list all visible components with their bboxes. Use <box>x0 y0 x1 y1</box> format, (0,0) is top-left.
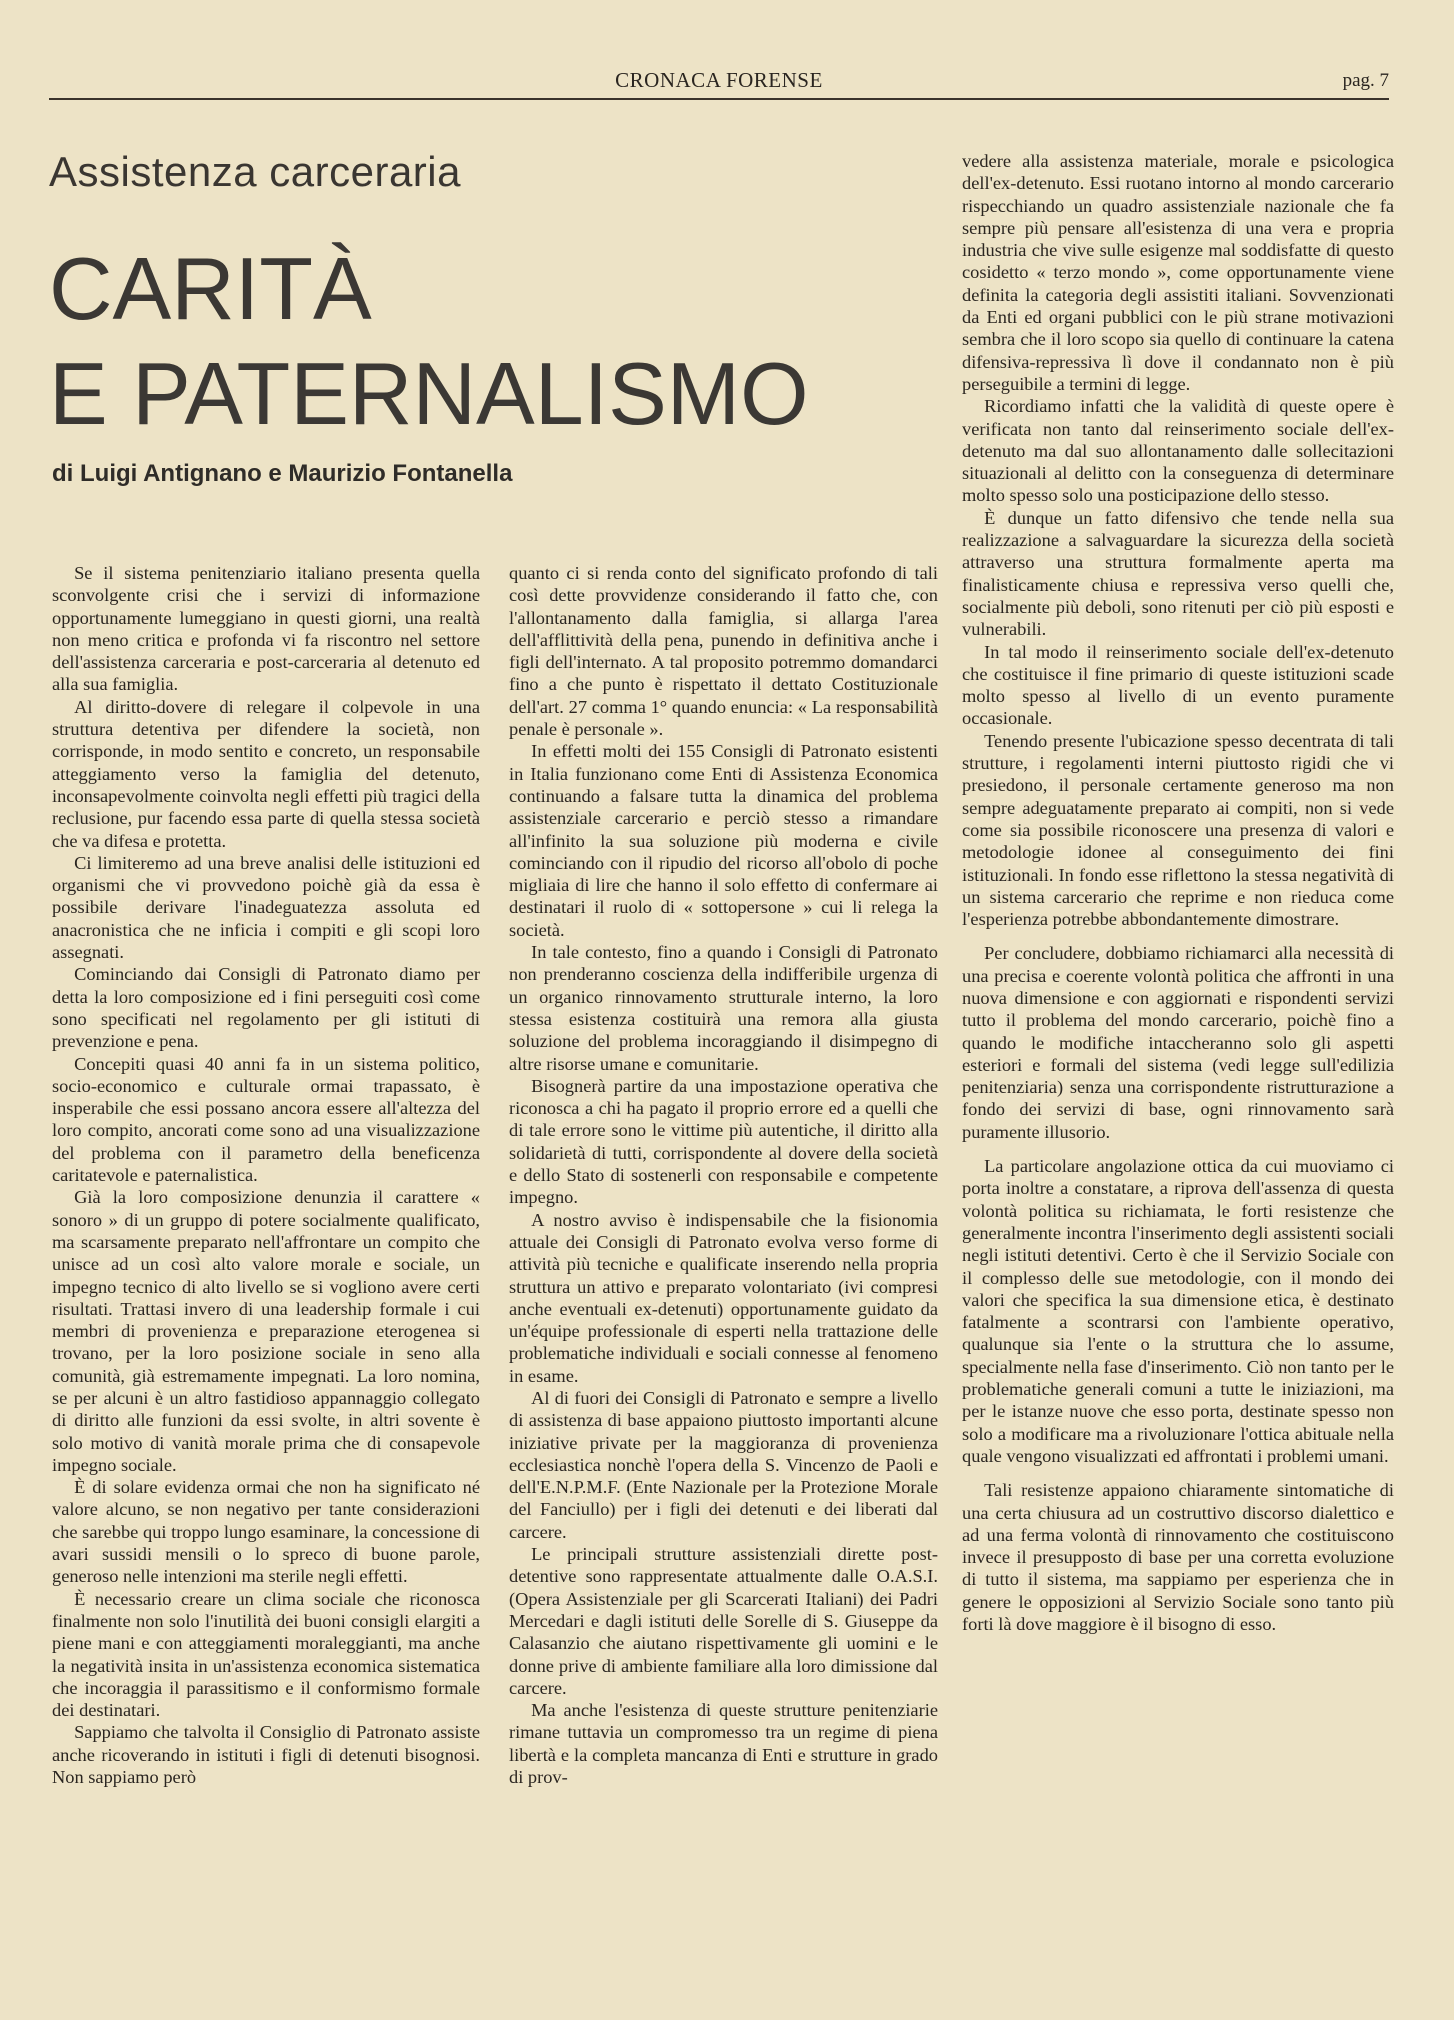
headline-line-2: E PATERNALISMO <box>49 344 809 443</box>
paragraph: vedere alla assistenza materiale, morale e psicologica dell'ex-detenuto. Essi ruotano intorno al mondo carcerario rispecchiando un quadro assistenziale nazionale che fa sempre più pensare all'esistenza di una vera e propria industria che vive sulle esigenze mal soddisfatte di questo cosidetto « terzo mondo », come opportunamente viene definita la categoria degli assistiti italiani. Sovvenzionati da Enti ed organi pubblici con le più strane motivazioni sembra che il loro scopo sia quello di continuare la catena difensiva-repressiva lì dove il condannato non è più perseguibile a termini di legge. <box>962 151 1394 394</box>
paragraph: In tal modo il reinserimento sociale dell'ex-detenuto che costituisce il fine primario di queste istituzioni scade molto spesso al livello di un evento puramente occasionale. <box>962 641 1394 729</box>
paragraph: quanto ci si renda conto del significato profondo di tali così dette provvidenze considerando il fatto che, con l'allontanamento dalla famiglia, si allarga l'area dell'afflittività della pena, punendo in definitiva anche i figli dell'internato. A tal proposito potremmo domandarci fino a che punto è rispettato il dettato Costituzionale dell'art. 27 comma 1° quando enuncia: « La responsabilità penale è personale ». <box>509 563 938 740</box>
paragraph: La particolare angolazione ottica da cui muoviamo ci porta inoltre a constatare, a riprova dell'assenza di questa volontà politica su richiamata, le forti resistenze che generalmente incontra l'inserimento degli assistenti sociali negli istituti detentivi. Certo è che il Servizio Sociale con il complesso delle sue metodologie, con il mondo dei valori che specifica la sua dimensione etica, è destinato fatalmente a scontrarsi con l'ambiente operativo, qualunque sia l'ente o la struttura che lo assume, specialmente nella fase d'inserimento. Ciò non tanto per le problematiche generali comuni a tutte le iniziazioni, ma per le istanze nuove che esso porta, destinate spesso non solo a modificare ma a rivoluzionare l'ottica abituale nella quale vengono visualizzati ed affrontati i problemi umani. <box>962 1156 1394 1466</box>
article-kicker: Assistenza carceraria <box>49 148 461 195</box>
paragraph: Concepiti quasi 40 anni fa in un sistema politico, socio-economico e culturale ormai trapassato, è insperabile che essi possano ancora essere all'altezza del loro compito, ancorati come sono ad una visualizzazione del problema con il parametro della beneficenza caritatevole e paternalistica. <box>52 1053 480 1186</box>
running-head <box>49 68 1389 100</box>
byline: di Luigi Antignano e Maurizio Fontanella <box>52 460 513 487</box>
paragraph: In effetti molti dei 155 Consigli di Patronato esistenti in Italia funzionano come Enti di Assistenza Economica continuando a falsare tutta la dinamica del problema assistenziale carcerario e perciò stesso a rimandare all'infinito la sua soluzione più moderna e civile cominciando con il ripudio del ricorso all'obolo di poche migliaia di lire che hanno il solo effetto di confermare ai destinatari il ruolo di « sottopersone » cui li relega la società. <box>509 741 938 940</box>
paragraph: Al diritto-dovere di relegare il colpevole in una struttura detentiva per difendere la società, non corrisponde, in modo sentito e concreto, un responsabile atteggiamento verso la famiglia del detenuto, inconsapevolmente coinvolta negli effetti più tragici della reclusione, pur facendo essa parte di quella stessa società che va difesa e protetta. <box>52 696 480 851</box>
paragraph: Bisognerà partire da una impostazione operativa che riconosca a chi ha pagato il proprio errore ed a quelli che di tale errore sono le vittime più autentiche, il diritto alla solidarietà di tutti, corrispondente al dovere della società e dello Stato di sostenerli con responsabile e competente impegno. <box>509 1075 938 1208</box>
paragraph: Ci limiteremo ad una breve analisi delle istituzioni ed organismi che vi provvedono poichè già da essa è possibile derivare l'inadeguatezza assoluta ed anacronistica che ne inficia i compiti e gli scopi loro assegnati. <box>52 852 480 963</box>
paragraph: Tenendo presente l'ubicazione spesso decentrata di tali strutture, i regolamenti interni piuttosto rigidi che vi presiedono, il personale certamente generoso ma non sempre adeguatamente preparato ai compiti, non si vede come sia possibile riconoscere una presenza di valori e metodologie idonee al conseguimento dei fini istituzionali. In fondo esse riflettono la stessa negatività di un sistema carcerario che reprime e non rieduca come l'esperienza potrebbe abbondantemente dimostrare. <box>962 730 1394 930</box>
page-number: pag. 7 <box>1342 70 1389 91</box>
paragraph: Per concludere, dobbiamo richiamarci alla necessità di una precisa e coerente volontà politica che affronti in una nuova dimensione e con aggiornati e rispondenti servizi tutto il problema del mondo carcerario, poichè fino a quando le modifiche intaccheranno solo gli aspetti esteriori e formali del sistema (vedi legge sull'edilizia penitenziaria) senza una corrispondente ristrutturazione a fondo dei servizi di base, ogni rinnovamento sarà puramente illusorio. <box>962 943 1394 1142</box>
paragraph: Se il sistema penitenziario italiano presenta quella sconvolgente crisi che i servizi di informazione opportunamente lumeggiano in questi giorni, una realtà non meno critica e profonda vi fa riscontro nel settore dell'assistenza carceraria e post-carceraria al detenuto ed alla sua famiglia. <box>52 563 480 695</box>
paragraph: In tale contesto, fino a quando i Consigli di Patronato non prenderanno coscienza della indifferibile urgenza di un organico rinnovamento strutturale interno, la loro stessa esistenza costituirà una remora alla giusta soluzione del problema incoraggiando il disimpegno di altre risorse umane e comunitarie. <box>509 942 938 1074</box>
paragraph: Ricordiamo infatti che la validità di queste opere è verificata non tanto dal reinserimento sociale dell'ex-detenuto ma dal suo allontanamento dalle sollecitazioni situazionali al delitto con la conseguenza di determinare molto spesso solo una posticipazione dello stesso. <box>962 396 1394 506</box>
paragraph: Sappiamo che talvolta il Consiglio di Patronato assiste anche ricoverando in istituti i figli di detenuti bisognosi. Non sappiamo però <box>52 1722 480 1788</box>
text-column-2 <box>509 562 938 1788</box>
paragraph: Cominciando dai Consigli di Patronato diamo per detta la loro composizione ed i fini perseguiti così come sono specificati nel regolamento per gli istituti di prevenzione e pena. <box>52 964 480 1052</box>
paragraph: È dunque un fatto difensivo che tende nella sua realizzazione a salvaguardare la sicurezza della società attraverso una struttura formalmente aperta ma finalisticamente chiusa e repressiva verso quelli che, socialmente più deboli, sono ritenuti per ciò più esposti e vulnerabili. <box>962 507 1394 640</box>
paragraph: È necessario creare un clima sociale che riconosca finalmente non solo l'inutilità dei buoni consigli elargiti a piene mani e con atteggiamenti moraleggianti, ma anche la negatività insita in un'assistenza economica sistematica che incoraggia il parassitismo e il conformismo formale dei destinatari. <box>52 1588 480 1721</box>
journal-name: CRONACA FORENSE <box>615 68 823 92</box>
paragraph: Ma anche l'esistenza di queste strutture penitenziarie rimane tuttavia un compromesso tra un regime di piena libertà e la completa mancanza di Enti e strutture in grado di prov- <box>509 1700 938 1788</box>
paragraph: A nostro avviso è indispensabile che la fisionomia attuale dei Consigli di Patronato evolva verso forme di attività più tecniche e qualificate inserendo nella propria struttura un attivo e preparato volontariato (ivi compresi anche eventuali ex-detenuti) opportunamente guidato da un'équipe professionale di esperti nella trattazione delle problematiche individuali e sociali connesse al fenomeno in esame. <box>509 1209 938 1386</box>
text-column-1 <box>52 562 480 1788</box>
paragraph: Già la loro composizione denunzia il carattere « sonoro » di un gruppo di potere socialmente qualificato, ma scarsamente preparato nell'affrontare un compito che unisce ad un così alto valore morale e sociale, un impegno tecnico di alto livello se si vogliono avere certi risultati. Trattasi invero di una leadership formale i cui membri di provenienza e preparazione eterogenea si trovano, per la loro posizione sociale in seno alla comunità, già estremamente impegnati. La loro nomina, se per alcuni è un altro fastidioso appannaggio collegato di diritto alle funzioni da essi svolte, in altri sovente è solo motivo di vanità morale prima che di consapevole impegno sociale. <box>52 1187 480 1475</box>
paragraph: È di solare evidenza ormai che non ha significato né valore alcuno, se non negativo per tante considerazioni che sarebbe qui troppo lungo esaminare, la concessione di avari sussidi mensili o lo spreco di buone parole, generoso nelle intenzioni ma sterile negli effetti. <box>52 1477 480 1587</box>
headline-line-1: CARITÀ <box>49 239 372 338</box>
paragraph: Le principali strutture assistenziali dirette post-detentive sono rappresentate attualmente dalle O.A.S.I. (Opera Assistenziale per gli Scarcerati Italiani) dei Padri Mercedari e dagli istituti delle Sorelle di S. Giuseppe da Calasanzio che aiutano rispettivamente gli uomini e le donne prive di ambiente familiare alla loro dimissione dal carcere. <box>509 1544 938 1698</box>
paragraph: Al di fuori dei Consigli di Patronato e sempre a livello di assistenza di base appaiono piuttosto importanti alcune iniziative private per la maggioranza di provenienza ecclesiastica nonchè l'opera della S. Vincenzo de Paoli e dell'E.N.P.M.F. (Ente Nazionale per la Protezione Morale del Fanciullo) per i figli dei detenuti e dei liberati dal carcere. <box>509 1387 938 1542</box>
text-column-3 <box>962 150 1394 1635</box>
paragraph: Tali resistenze appaiono chiaramente sintomatiche di una certa chiusura ad un costruttivo discorso dialettico e ad una ferma volontà di rinnovamento che costituiscono invece il presupposto di base per una corretta evoluzione di tutto il sistema, ma sappiamo per esperienza che in genere le opposizioni al Servizio Sociale sono tanto più forti là dove maggiore è il bisogno di esso. <box>962 1480 1394 1634</box>
